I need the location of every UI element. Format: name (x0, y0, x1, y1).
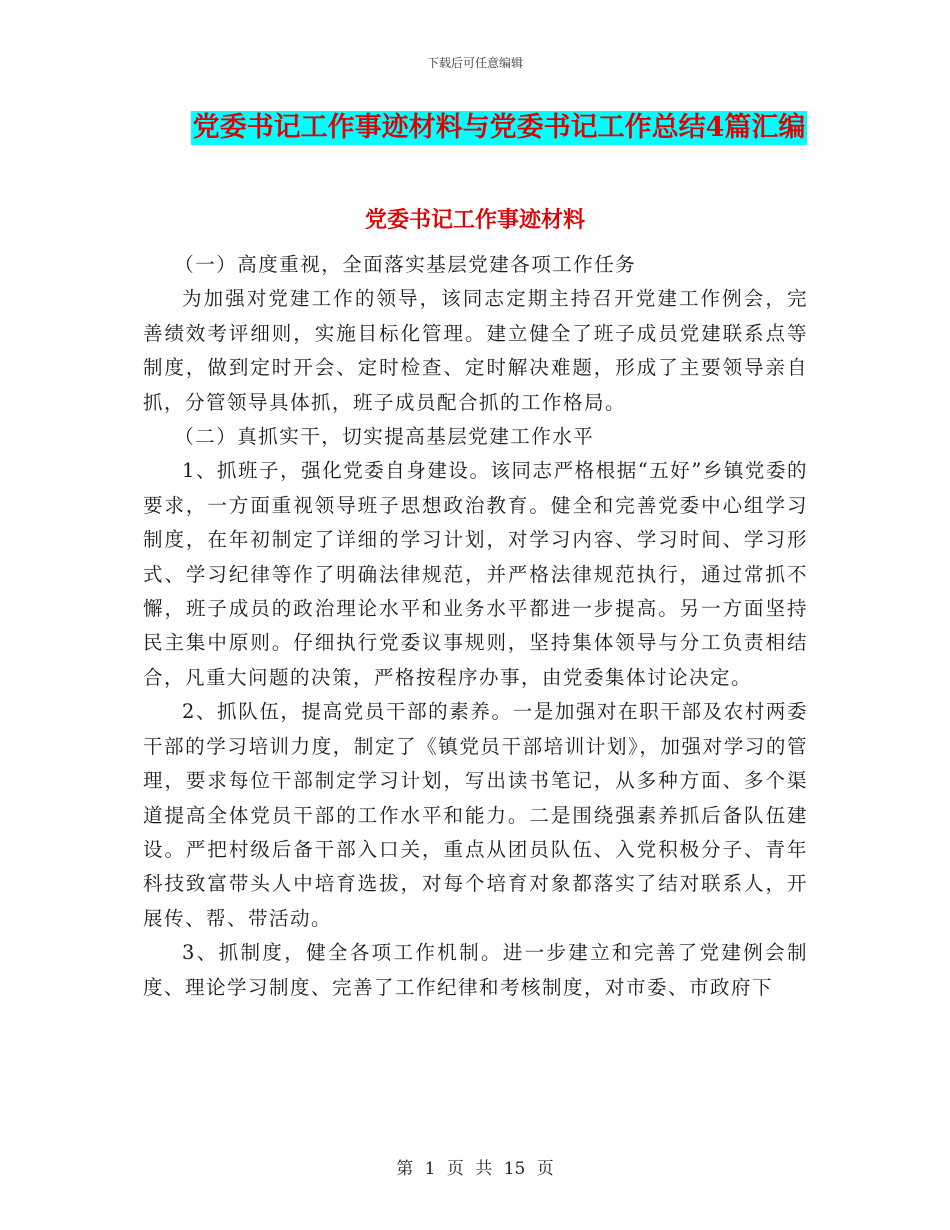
main-title-wrap (0, 111, 950, 145)
main-title: 党委书记工作事迹材料与党委书记工作总结4篇汇编 (192, 112, 806, 143)
document-body (143, 248, 808, 1005)
subheading-1: （一）高度重视，全面落实基层党建各项工作任务 (174, 253, 637, 276)
section-title: 党委书记工作事迹材料 (364, 207, 585, 233)
header-note: 下载后可任意编辑 (426, 56, 523, 70)
page-footer: 第 1 页 共 15 页 (396, 1159, 554, 1179)
body-paragraph: 为加强对党建工作的领导，该同志定期主持召开党建工作例会，完善绩效考评细则，实施目标化管理。建立健全了班子成员党建联系点等制度，做到定时开会、定时检查、定时解决难题，形成了主要领导亲自抓，分管领导具体抓，班子成员配合抓的工作格局。 (143, 287, 808, 414)
body-paragraph: 3、抓制度，健全各项工作机制。进一步建立和完善了党建例会制度、理论学习制度、完善了工作纪律和考核制度，对市委、市政府下 (143, 941, 808, 999)
subheading-2: （二）真抓实干，切实提高基层党建工作水平 (174, 425, 595, 449)
body-paragraph: 1、抓班子，强化党委自身建设。该同志严格根据“五好”乡镇党委的要求，一方面重视领导班子思想政治教育。健全和完善党委中心组学习制度，在年初制定了详细的学习计划，对学习内容、学习时间、学习形式、学习纪律等作了明确法律规范，并严格法律规范执行，通过常抓不懈，班子成员的政治理论水平和业务水平都进一步提高。另一方面坚持民主集中原则。仔细执行党委议事规则，坚持集体领导与分工负责相结合，凡重大问题的决策，严格按程序办事，由党委集体讨论决定。 (143, 459, 808, 689)
body-paragraph: 2、抓队伍，提高党员干部的素养。一是加强对在职干部及农村两委干部的学习培训力度，制定了《镇党员干部培训计划》，加强对学习的管理，要求每位干部制定学习计划，写出读书笔记，从多种方面、多个渠道提高全体党员干部的工作水平和能力。二是围绕强素养抓后备队伍建设。严把村级后备干部入口关，重点从团员队伍、入党积极分子、青年科技致富带头人中培育选拔，对每个培育对象都落实了结对联系人，开展传、帮、带活动。 (143, 700, 808, 930)
